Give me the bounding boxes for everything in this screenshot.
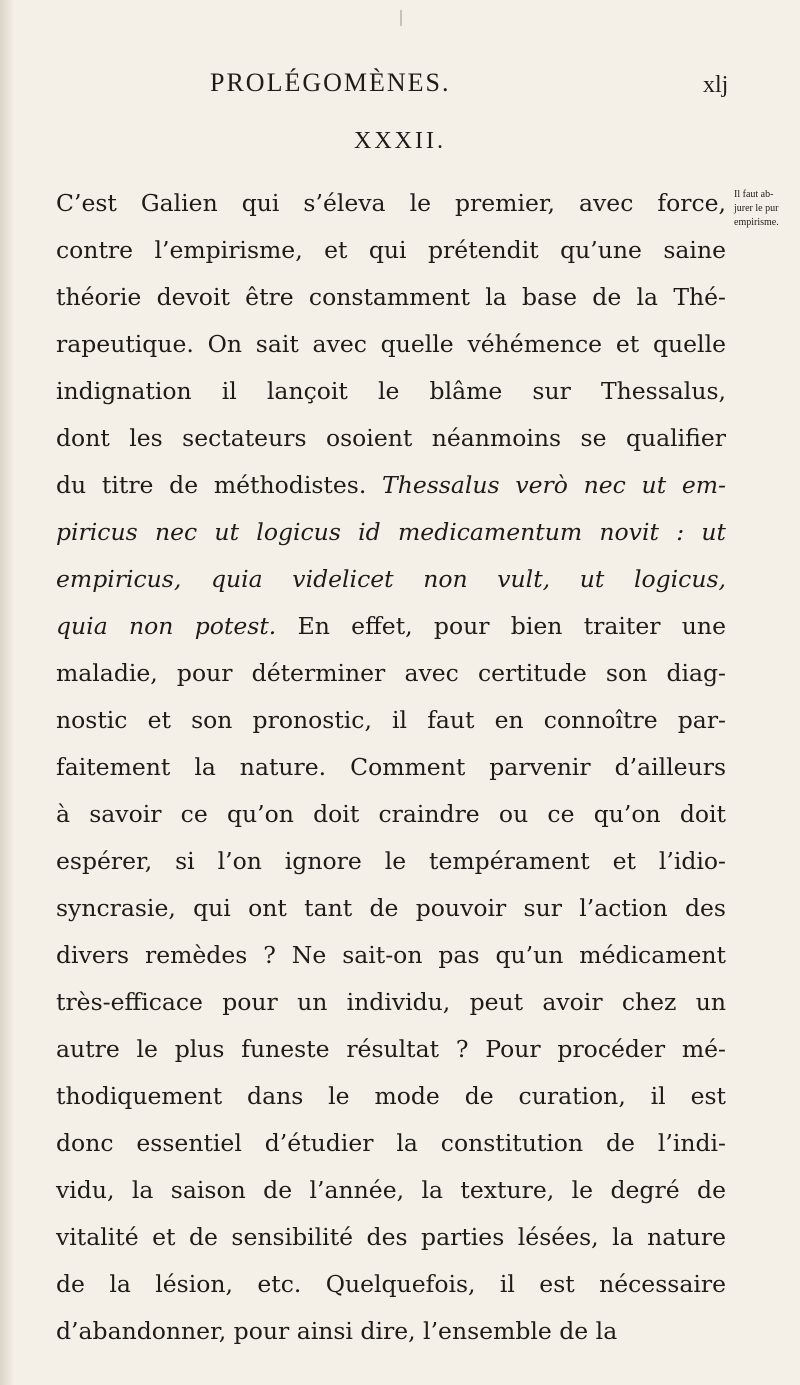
- text-line: [56, 227, 726, 274]
- text-segment: maladie, pour déterminer avec certitude son diag-: [56, 659, 726, 687]
- text-segment: du titre de méthodistes.: [56, 471, 383, 499]
- latin-quotation: quia non potest.: [56, 612, 277, 640]
- text-segment: vidu, la saison de l’année, la texture, le degré de: [56, 1176, 726, 1204]
- body-text: [56, 180, 726, 1355]
- text-line: [56, 838, 726, 885]
- text-line: [56, 932, 726, 979]
- text-line: [56, 1214, 726, 1261]
- text-segment: contre l’empirisme, et qui prétendit qu’une saine: [56, 236, 726, 264]
- text-segment: espérer, si l’on ignore le tempérament et l’idio-: [56, 847, 726, 875]
- text-segment: C’est Galien qui s’éleva le premier, avec force,: [56, 189, 726, 217]
- text-segment: dont les sectateurs osoient néanmoins se qualifier: [56, 424, 726, 452]
- text-line: [56, 885, 726, 932]
- text-segment: très-efficace pour un individu, peut avoir chez un: [56, 988, 726, 1016]
- marginal-note-line: Il faut ab-: [734, 189, 774, 200]
- text-segment: thodiquement dans le mode de curation, il est: [56, 1082, 726, 1110]
- text-segment: indignation il lançoit le blâme sur Thessalus,: [56, 377, 726, 405]
- text-line: [56, 321, 726, 368]
- text-line: [56, 603, 726, 650]
- text-line: [56, 462, 726, 509]
- text-line: [56, 180, 726, 227]
- text-line: [56, 744, 726, 791]
- section-number: XXXII.: [354, 128, 446, 154]
- text-line: [56, 1167, 726, 1214]
- text-line: [56, 556, 726, 603]
- latin-quotation: piricus nec ut logicus id medicamentum novit : ut: [56, 518, 726, 546]
- text-segment: d’abandonner, pour ainsi dire, l’ensemble de la: [56, 1317, 618, 1345]
- text-line: [56, 1308, 726, 1355]
- latin-quotation: Thessalus verò nec ut em-: [382, 471, 726, 499]
- marginal-note-line: empirisme.: [734, 217, 779, 228]
- text-line: [56, 368, 726, 415]
- text-line: [56, 1261, 726, 1308]
- text-line: [56, 1026, 726, 1073]
- text-segment: théorie devoit être constamment la base de la Thé-: [56, 283, 726, 311]
- text-segment: de la lésion, etc. Quelquefois, il est nécessaire: [56, 1270, 726, 1298]
- text-segment: vitalité et de sensibilité des parties lésées, la nature: [56, 1223, 726, 1251]
- text-segment: autre le plus funeste résultat ? Pour procéder mé-: [56, 1035, 726, 1063]
- marginal-note: [734, 188, 796, 230]
- print-mark: [400, 10, 402, 26]
- text-segment: donc essentiel d’étudier la constitution de l’indi-: [56, 1129, 726, 1157]
- text-line: [56, 415, 726, 462]
- marginal-note-line: jurer le pur: [734, 203, 779, 214]
- page-number: xlj: [703, 72, 729, 98]
- text-segment: En effet, pour bien traiter une: [276, 612, 726, 640]
- text-segment: rapeutique. On sait avec quelle véhémence et quelle: [56, 330, 726, 358]
- text-line: [56, 979, 726, 1026]
- text-segment: nostic et son pronostic, il faut en connoître par-: [56, 706, 726, 734]
- page-gutter-shadow: [0, 0, 14, 1385]
- text-segment: syncrasie, qui ont tant de pouvoir sur l’action des: [56, 894, 726, 922]
- text-line: [56, 1073, 726, 1120]
- text-line: [56, 509, 726, 556]
- text-line: [56, 1120, 726, 1167]
- text-line: [56, 274, 726, 321]
- text-line: [56, 697, 726, 744]
- latin-quotation: empiricus, quia videlicet non vult, ut logicus,: [56, 565, 726, 593]
- text-line: [56, 650, 726, 697]
- page-header: [0, 68, 800, 108]
- text-segment: faitement la nature. Comment parvenir d’ailleurs: [56, 753, 726, 781]
- running-title: PROLÉGOMÈNES.: [210, 68, 451, 97]
- text-segment: divers remèdes ? Ne sait-on pas qu’un médicament: [56, 941, 726, 969]
- text-line: [56, 791, 726, 838]
- text-segment: à savoir ce qu’on doit craindre ou ce qu’on doit: [56, 800, 726, 828]
